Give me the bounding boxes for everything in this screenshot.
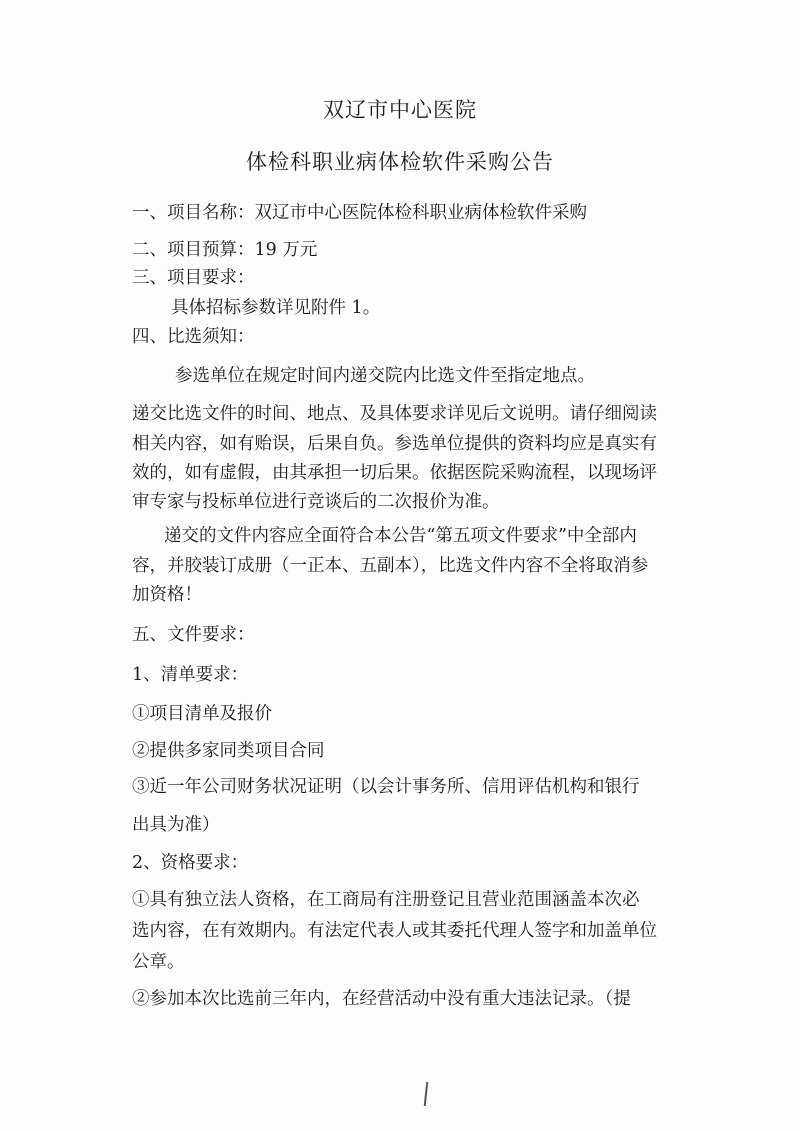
list-item-3-line-1: ③近一年公司财务状况证明（以会计事务所、信用评估机构和银行 [132, 777, 640, 797]
document-requirements-heading: 五、文件要求： [132, 625, 255, 645]
notice-paragraph-3-line-2: 容，并胶装订成册（一正本、五副本），比选文件内容不全将取消参 [132, 556, 649, 576]
project-requirements-heading: 三、项目要求： [132, 268, 255, 288]
project-requirements-text: 具体招标参数详见附件 1。 [171, 298, 381, 318]
notice-paragraph-1: 参选单位在规定时间内递交院内比选文件至指定地点。 [175, 366, 595, 386]
notice-paragraph-3-line-1: 递交的文件内容应全面符合本公告“第五项文件要求”中全部内 [164, 526, 637, 546]
notice-paragraph-2-line-3: 效的，如有虚假，由其承担一切后果。依据医院采购流程，以现场评 [132, 463, 657, 483]
qualification-item-1-line-3: 公章。 [132, 952, 185, 972]
list-item-3-line-2: 出具为准） [132, 815, 220, 835]
project-budget-line: 二、项目预算：19 万元 [132, 240, 318, 260]
notice-paragraph-2-line-4: 审专家与投标单位进行竞谈后的二次报价为准。 [132, 492, 500, 512]
list-requirements-heading: 1、清单要求： [132, 665, 249, 685]
notice-paragraph-2-line-2: 相关内容，如有贻误，后果自负。参选单位提供的资料均应是真实有 [132, 434, 657, 454]
notice-paragraph-2-line-1: 递交比选文件的时间、地点、及具体要求详见后文说明。请仔细阅读 [132, 404, 657, 424]
list-item-1: ①项目清单及报价 [132, 704, 272, 724]
project-name-line: 一、项目名称：双辽市中心医院体检科职业病体检软件采购 [132, 203, 587, 223]
qualification-item-2-line-1: ②参加本次比选前三年内，在经营活动中没有重大违法记录。（提 [132, 989, 631, 1009]
notice-heading: 四、比选须知： [132, 327, 255, 347]
qualification-item-1-line-1: ①具有独立法人资格，在工商局有注册登记且营业范围涵盖本次必 [132, 890, 640, 910]
qualification-item-1-line-2: 选内容，在有效期内。有法定代表人或其委托代理人签字和加盖单位 [132, 921, 657, 941]
pen-mark [424, 1082, 428, 1106]
notice-title: 体检科职业病体检软件采购公告 [246, 150, 554, 174]
notice-paragraph-3-line-3: 加资格！ [132, 585, 202, 605]
qualification-heading: 2、资格要求： [132, 853, 249, 873]
list-item-2: ②提供多家同类项目合同 [132, 741, 325, 761]
hospital-title: 双辽市中心医院 [323, 98, 477, 122]
